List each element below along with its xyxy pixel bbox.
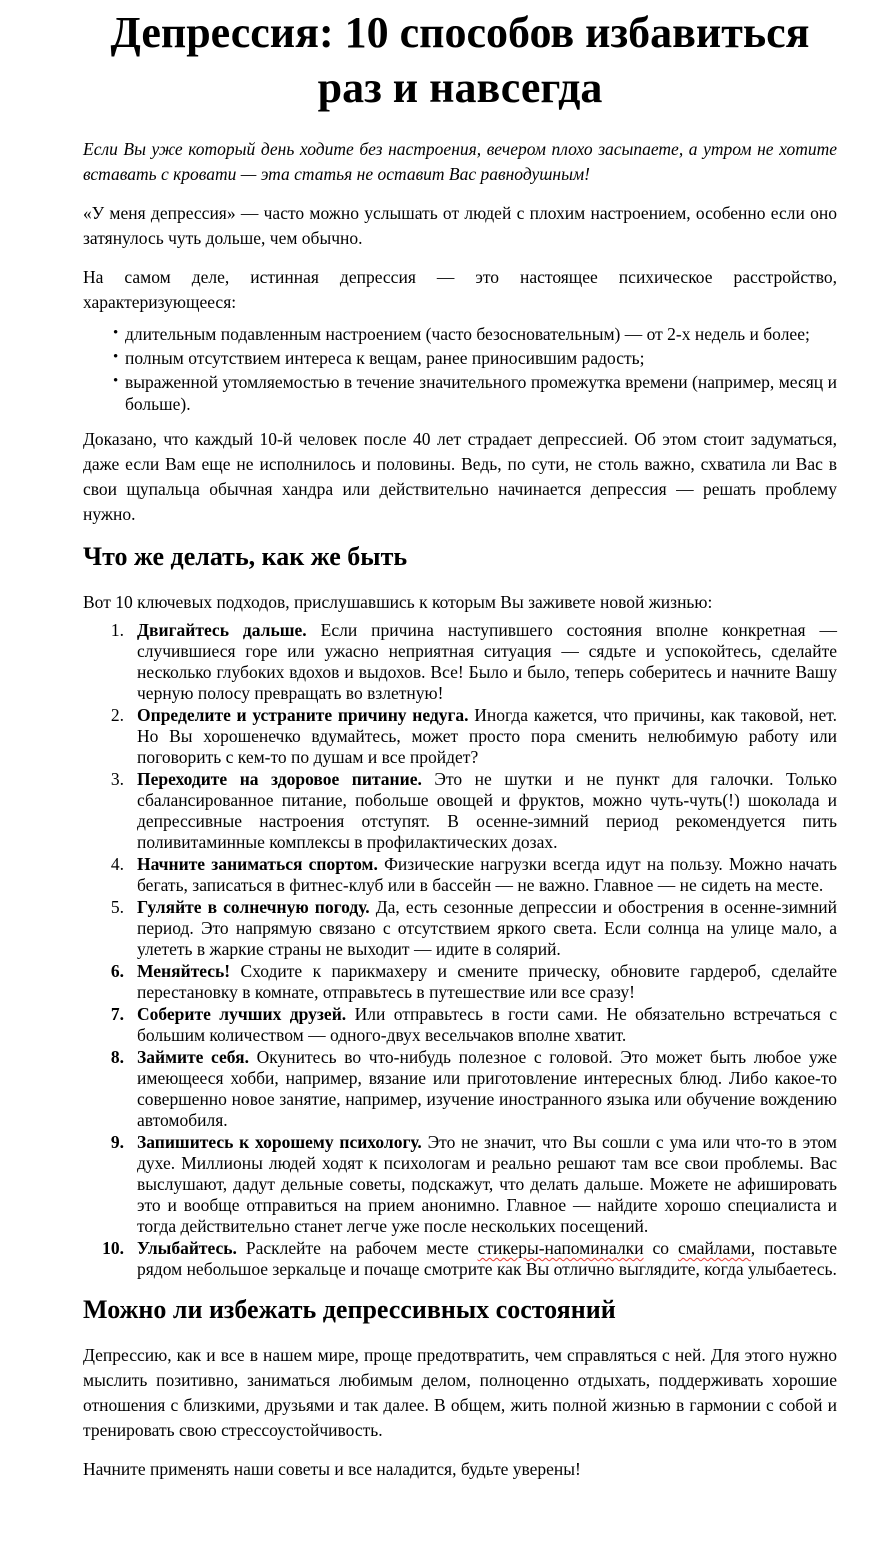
tip-title: Двигайтесь дальше. bbox=[137, 620, 307, 640]
tip-text: Окунитесь во что-нибудь полезное с головой. Это может быть любое уже имеющееся хобби, например, вязание или приготовление интересных блюд. Либо какое-то совершенно новое занятие, например, изучение иностранного языка или обучение вождению автомобиля. bbox=[137, 1047, 837, 1130]
tip-number: 8. bbox=[110, 1047, 124, 1067]
bullet-icon: • bbox=[113, 349, 119, 365]
paragraph-quote: «У меня депрессия» — часто можно услышать от людей с плохим настроением, особенно если оно затянулось чуть дольше, чем обычно. bbox=[83, 203, 837, 248]
tip-text: Это не значит, что Вы сошли с ума или что-то в этом духе. Миллионы людей ходят к психологам и реально решают там все свои проблемы. Вас выслушают, дадут дельные советы, подскажут, что делать дальше. Можете не афишировать это и вообще отправиться на прием анонимно. Главное — найдите хорошо специалиста и тогда действительно станет легче уже после нескольких посещений. bbox=[137, 1132, 837, 1236]
tip-item bbox=[110, 705, 838, 768]
article-title: Депрессия: 10 способов избавиться раз и навсегда bbox=[110, 8, 810, 112]
symptom-item bbox=[113, 323, 837, 345]
tip-title: Определите и устраните причину недуга. bbox=[137, 705, 469, 725]
paragraph-statistics: Доказано, что каждый 10-й человек после 40 лет страдает депрессией. Об этом стоит задуматься, даже если Вам еще не исполнилось и половины. Ведь, по сути, не столь важно, схватила ли Вас в свои щупальца обычная хандра или действительно начинается депрессия — решать проблему нужно. bbox=[83, 429, 837, 524]
symptom-text: выраженной утомляемостью в течение значительного промежутка времени (например, месяц и больше). bbox=[125, 372, 837, 414]
tip-title: Переходите на здоровое питание. bbox=[137, 769, 422, 789]
tips-list bbox=[83, 620, 837, 1280]
bullet-icon: • bbox=[113, 373, 119, 389]
tip-item bbox=[110, 1132, 837, 1237]
tip-text: , поставьте рядом небольшое зеркальце и почаще смотрите как Вы отлично выглядите, когда улыбаетесь. bbox=[137, 1238, 838, 1279]
tip-number: 3. bbox=[110, 769, 124, 789]
tip-title: Запишитесь к хорошему психологу. bbox=[137, 1132, 422, 1152]
tip-number: 9. bbox=[110, 1132, 124, 1152]
paragraph-tips-intro: Вот 10 ключевых подходов, прислушавшись к которым Вы заживете новой жизнью: bbox=[83, 592, 713, 612]
tip-item bbox=[110, 1047, 837, 1131]
bullet-icon: • bbox=[113, 325, 119, 341]
tip-text: Или отправьтесь в гости сами. Не обязательно встречаться с большим количеством — одного-двух весельчаков вполне хватит. bbox=[137, 1004, 838, 1045]
tip-number: 4. bbox=[110, 854, 124, 874]
paragraph-definition: На самом деле, истинная депрессия — это настоящее психическое расстройство, характеризующееся: bbox=[83, 267, 837, 312]
tip-title: Улыбайтесь. bbox=[137, 1238, 237, 1258]
paragraph-closing: Начните применять наши советы и все наладится, будьте уверены! bbox=[83, 1459, 581, 1479]
tip-text: со bbox=[652, 1238, 670, 1258]
tip-item bbox=[110, 769, 838, 853]
tip-title: Гуляйте в солнечную погоду. bbox=[137, 897, 370, 917]
tip-item bbox=[110, 620, 838, 704]
tip-text: Да, есть сезонные депрессии и обострения в осенне-зимний период. Это напрямую связано с отсутствием яркого света. Если солнца на улице мало, а улететь в жаркие страны не выходит — идите в солярий. bbox=[137, 897, 838, 959]
tip-item bbox=[110, 1004, 838, 1046]
symptoms-list bbox=[83, 323, 837, 415]
tip-text: Сходите к парикмахеру и смените прическу, обновите гардероб, сделайте перестановку в комнате, отправьтесь в путешествие или все сразу! bbox=[137, 961, 837, 1002]
tip-text: Это не шутки и не пункт для галочки. Только сбалансированное питание, побольше овощей и фруктов, можно чуть-чуть(!) шоколада и депрессивные настроения отступят. В осенне-зимний период рекомендуется пить поливитаминные комплексы в профилактических дозах. bbox=[137, 769, 838, 852]
paragraph-avoid: Депрессию, как и все в нашем мире, проще предотвратить, чем справляться с ней. Для этого нужно мыслить позитивно, заниматься любимым делом, полноценно отдыхать, поддерживать хорошие отношения с близкими, друзьями и так далее. В общем, жить полной жизнью в гармонии с собой и тренировать свою стрессоустойчивость. bbox=[83, 1345, 837, 1440]
tip-item bbox=[102, 1238, 838, 1280]
tip-title: Меняйтесь! bbox=[137, 961, 231, 981]
tip-number: 1. bbox=[110, 620, 124, 640]
section-heading-avoid: Можно ли избежать депрессивных состояний bbox=[83, 1295, 616, 1324]
tip-title: Займите себя. bbox=[137, 1047, 249, 1067]
symptom-item bbox=[113, 371, 837, 415]
symptom-text: длительным подавленным настроением (часто безосновательным) — от 2-х недель и более; bbox=[125, 324, 810, 344]
tip-text: Иногда кажется, что причины, как таковой, нет. Но Вы хорошенечко вдумайтесь, может просто пора сменить нелюбимую работу или поговорить с кем-то по душам и все пройдет? bbox=[137, 705, 838, 767]
tip-text: Если причина наступившего состояния вполне конкретная — случившиеся горе или ужасно неприятная ситуация — сядьте и успокойтесь, сделайте несколько глубоких вдохов и выдохов. Все! Было и было, теперь соберитесь и начните Вашу черную полосу превращать во взлетную! bbox=[137, 620, 838, 703]
tip-number: 2. bbox=[110, 705, 124, 725]
section-heading-what-to-do: Что же делать, как же быть bbox=[83, 542, 408, 571]
tip-text: Расклейте на рабочем месте bbox=[245, 1238, 469, 1258]
tip-item bbox=[110, 854, 838, 896]
tip-number: 5. bbox=[110, 897, 124, 917]
symptom-text: полным отсутствием интереса к вещам, ранее приносившим радость; bbox=[125, 348, 645, 368]
tip-title: Начните заниматься спортом. bbox=[137, 854, 378, 874]
misspelled-word: смайлами bbox=[677, 1238, 751, 1258]
tip-number: 6. bbox=[110, 961, 124, 981]
tip-number: 10. bbox=[102, 1238, 124, 1258]
tip-number: 7. bbox=[110, 1004, 124, 1024]
tip-title: Соберите лучших друзей. bbox=[137, 1004, 347, 1024]
lead-paragraph: Если Вы уже который день ходите без настроения, вечером плохо засыпаете, а утром не хотите вставать с кровати — эта статья не оставит Вас равнодушным! bbox=[83, 139, 837, 184]
misspelled-word: стикеры-напоминалки bbox=[477, 1238, 644, 1258]
tip-text: Физические нагрузки всегда идут на пользу. Можно начать бегать, записаться в фитнес-клуб или в бассейн — не важно. Главное — не сидеть на месте. bbox=[137, 854, 838, 895]
tip-item bbox=[110, 897, 838, 960]
tip-item bbox=[110, 961, 837, 1003]
symptom-item bbox=[113, 347, 837, 369]
